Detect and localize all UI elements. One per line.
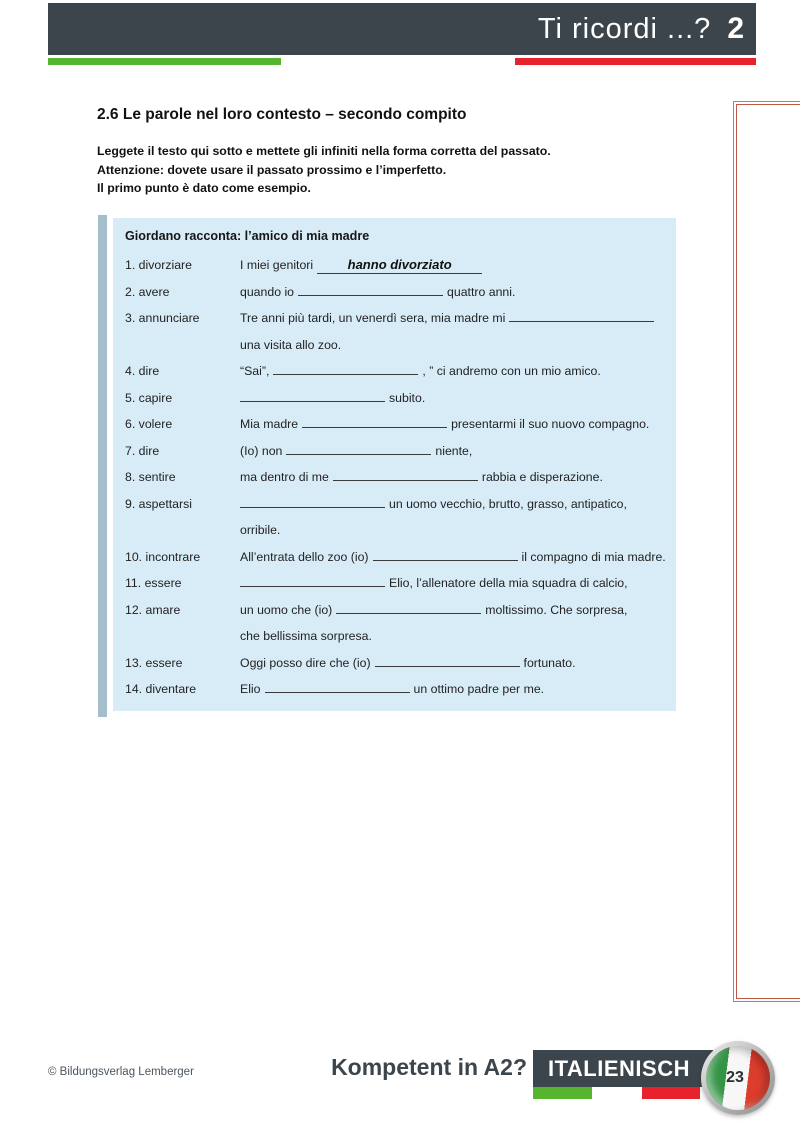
row-label: 14. diventare — [125, 682, 197, 696]
copyright-text: © Bildungsverlag Lemberger — [48, 1066, 194, 1078]
row-label: 9. aspettarsi — [125, 496, 192, 511]
exercise-title: Giordano racconta: l’amico di mia madre — [125, 229, 370, 243]
instructions-line: Attenzione: dovete usare il passato prossimo e l’imperfetto. — [97, 162, 447, 177]
series-title: Kompetent in A2? — [331, 1054, 527, 1080]
row-label: 8. sentire — [125, 470, 176, 484]
badge-red-bar — [642, 1087, 700, 1099]
sentence — [240, 385, 676, 412]
sentence — [240, 252, 676, 279]
sentence-post: fortunato. — [523, 655, 576, 670]
exercise-row — [125, 570, 676, 597]
row-label: 6. volere — [125, 417, 173, 431]
sentence — [240, 438, 676, 465]
sentence-continuation: orribile. — [240, 523, 281, 537]
sentence-pre: (Io) non — [240, 443, 283, 458]
red-accent-bar — [515, 58, 756, 65]
instructions-line: Leggete il testo qui sotto e mettete gli infiniti nella forma corretta del passato. — [97, 144, 551, 158]
sentence-pre: Oggi posso dire che (io) — [240, 655, 371, 670]
page-number: 23 — [726, 1069, 744, 1086]
sentence-post: rabbia e disperazione. — [481, 470, 603, 484]
fill-blank — [265, 692, 410, 693]
exercise-row — [125, 676, 676, 703]
row-label: 12. amare — [125, 602, 181, 617]
exercise-row — [125, 438, 676, 465]
fill-blank — [298, 295, 443, 296]
row-label: 3. annunciare — [125, 311, 200, 325]
italian-flag-icon — [706, 1046, 770, 1110]
sentence-post: quattro anni. — [447, 284, 516, 299]
sentence — [240, 305, 676, 358]
fill-blank — [317, 257, 482, 274]
sentence — [240, 358, 676, 385]
sentence-post: un uomo vecchio, brutto, grasso, antipatico, — [389, 496, 627, 511]
sentence — [240, 491, 676, 544]
green-accent-bar — [48, 58, 281, 65]
sentence-post: Elio, l’allenatore della mia squadra di calcio, — [389, 576, 628, 590]
fill-blank — [336, 613, 481, 614]
exercise-row — [125, 650, 676, 677]
fill-blank — [302, 427, 447, 428]
fill-blank — [509, 321, 654, 322]
row-label: 11. essere — [125, 576, 182, 590]
row-label: 5. capire — [125, 390, 173, 405]
fill-answer: hanno divorziato — [347, 257, 452, 272]
sentence-post: un ottimo padre per me. — [413, 682, 545, 696]
sentence-pre: I miei genitori — [240, 258, 314, 272]
sentence-continuation: che bellissima sorpresa. — [240, 629, 372, 643]
exercise-row — [125, 252, 676, 279]
exercise-row — [125, 544, 676, 571]
row-label: 10. incontrare — [125, 549, 201, 564]
sentence — [240, 597, 676, 650]
sentence-post: , ” ci andremo con un mio amico. — [422, 364, 601, 378]
row-label: 7. dire — [125, 443, 160, 458]
sentence-pre: “Sai”, — [240, 364, 270, 378]
page-frame-inner — [736, 104, 800, 999]
sentence-pre: quando io — [240, 284, 295, 299]
exercise-rows — [125, 252, 676, 703]
header-title: Ti ricordi ...? — [537, 12, 712, 45]
page-number-badge — [701, 1041, 775, 1115]
exercise-row — [125, 385, 676, 412]
row-label: 1. divorziare — [125, 258, 192, 272]
exercise-box — [113, 218, 676, 711]
language-badge: ITALIENISCH — [533, 1050, 713, 1087]
exercise-row — [125, 464, 676, 491]
exercise-row — [125, 279, 676, 306]
row-label: 4. dire — [125, 364, 160, 378]
instructions-line: Il primo punto è dato come esempio. — [97, 181, 311, 196]
fill-blank — [240, 507, 385, 508]
fill-blank — [240, 401, 385, 402]
exercise-row — [125, 358, 676, 385]
sentence-post: il compagno di mia madre. — [521, 549, 666, 564]
sentence — [240, 676, 676, 703]
fill-blank — [240, 586, 385, 587]
sentence-post: subito. — [389, 390, 426, 405]
exercise-row — [125, 597, 676, 650]
fill-blank — [375, 666, 520, 667]
section-heading: 2.6 Le parole nel loro contesto – secondo compito — [97, 106, 467, 123]
header-bar — [48, 3, 756, 55]
chapter-number: 2 — [727, 12, 744, 45]
sentence-post: niente, — [435, 443, 473, 458]
sentence-pre: ma dentro di me — [240, 470, 329, 484]
sentence-continuation: una visita allo zoo. — [240, 337, 342, 352]
sentence-pre: un uomo che (io) — [240, 602, 333, 617]
sentence — [240, 411, 676, 438]
badge-green-bar — [533, 1087, 592, 1099]
sentence — [240, 279, 676, 306]
page-frame — [733, 101, 800, 1002]
instructions — [97, 142, 551, 198]
sentence — [240, 544, 676, 571]
fill-blank — [333, 480, 478, 481]
sentence-post: presentarmi il suo nuovo compagno. — [451, 417, 650, 431]
exercise-stripe — [98, 215, 107, 717]
exercise-row — [125, 411, 676, 438]
sentence-pre: All’entrata dello zoo (io) — [240, 549, 369, 564]
fill-blank — [273, 374, 418, 375]
sentence — [240, 464, 676, 491]
sentence — [240, 650, 676, 677]
sentence-post: moltissimo. Che sorpresa, — [485, 602, 628, 617]
sentence — [240, 570, 676, 597]
exercise-row — [125, 491, 676, 544]
row-label: 2. avere — [125, 284, 170, 299]
fill-blank — [373, 560, 518, 561]
fill-blank — [286, 454, 431, 455]
sentence-pre: Mia madre — [240, 417, 299, 431]
sentence-pre: Elio — [240, 682, 261, 696]
row-label: 13. essere — [125, 655, 183, 670]
sentence-pre: Tre anni più tardi, un venerdì sera, mia madre mi — [240, 311, 506, 325]
exercise-row — [125, 305, 676, 358]
